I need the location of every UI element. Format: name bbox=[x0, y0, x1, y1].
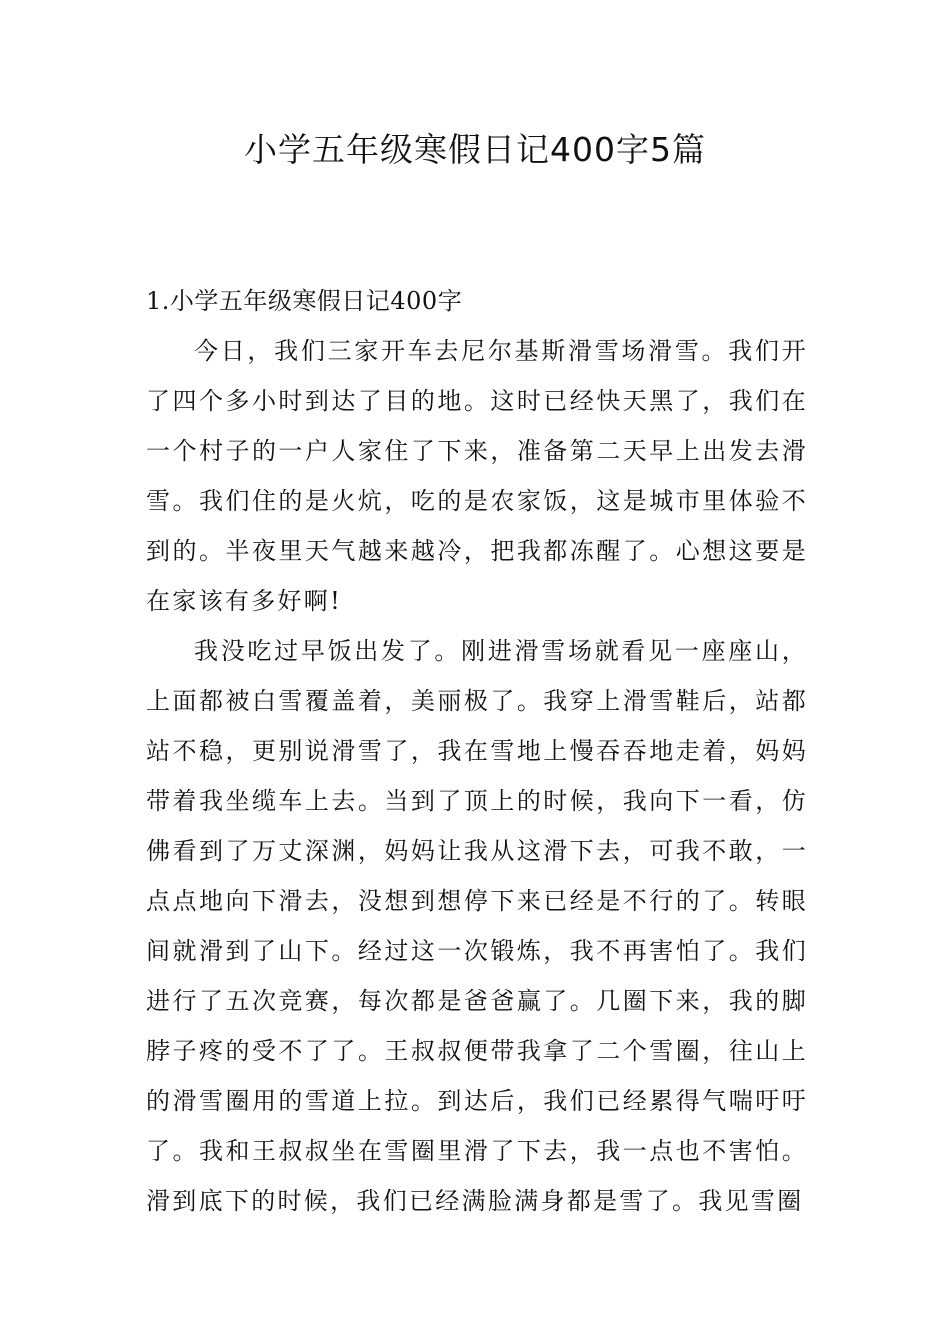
paragraph: 我没吃过早饭出发了。刚进滑雪场就看见一座座山，上面都被白雪覆盖着，美丽极了。我穿上滑雪鞋后，站都站不稳，更别说滑雪了，我在雪地上慢吞吞地走着，妈妈带着我坐缆车上去。当到了顶上的时候，我向下一看，仿佛看到了万丈深渊，妈妈让我从这滑下去，可我不敢，一点点地向下滑去，没想到想停下来已经是不行的了。转眼间就滑到了山下。经过这一次锻炼，我不再害怕了。我们进行了五次竞赛，每次都是爸爸赢了。几圈下来，我的脚脖子疼的受不了了。王叔叔便带我拿了二个雪圈，往山上的滑雪圈用的雪道上拉。到达后，我们已经累得气喘吁吁了。我和王叔叔坐在雪圈里滑了下去，我一点也不害怕。滑到底下的时候，我们已经满脸满身都是雪了。我见雪圈 bbox=[146, 637, 808, 1215]
document-body bbox=[146, 276, 808, 1226]
document-title: 小学五年级寒假日记400字5篇 bbox=[244, 130, 706, 169]
paragraph: 今日，我们三家开车去尼尔基斯滑雪场滑雪。我们开了四个多小时到达了目的地。这时已经快天黑了，我们在一个村子的一户人家住了下来，准备第二天早上出发去滑雪。我们住的是火炕，吃的是农家饭，这是城市里体验不到的。半夜里天气越来越冷，把我都冻醒了。心想这要是在家该有多好啊! bbox=[146, 337, 808, 615]
section-heading: 1.小学五年级寒假日记400字 bbox=[146, 287, 463, 315]
